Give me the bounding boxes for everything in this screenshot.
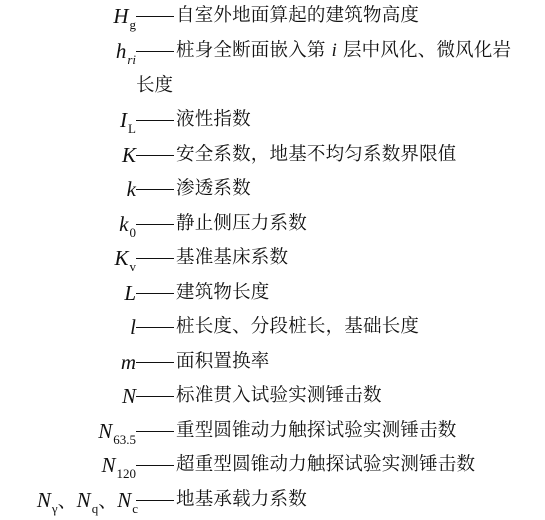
symbol-entry-kv <box>0 241 545 275</box>
definition: 渗透系数 <box>176 178 251 199</box>
em-dash <box>136 138 174 172</box>
symbol: $H_g$ <box>113 4 136 32</box>
definition: 建筑物长度 <box>176 282 270 303</box>
em-dash <box>136 241 174 275</box>
em-dash <box>136 345 174 379</box>
definition: 基准基床系数 <box>176 247 289 268</box>
definition: 重型圆锥动力触探试验实测锤击数 <box>176 420 457 441</box>
em-dash <box>136 483 174 517</box>
symbol: $I_L$ <box>120 108 136 136</box>
symbol-group: $N_\gamma$、$N_q$、$N_c$ <box>36 488 138 516</box>
symbol-entry-k0 <box>0 207 545 241</box>
definition-continuation <box>0 69 545 103</box>
em-dash <box>136 414 174 448</box>
symbol: L <box>124 281 136 305</box>
em-dash <box>136 172 174 206</box>
symbol: $N_{63.5}$ <box>98 419 136 447</box>
symbol-entry-hg <box>0 0 545 33</box>
symbol-entry-hri <box>0 34 545 68</box>
symbol-entry-il <box>0 103 545 137</box>
symbol-entry-m <box>0 345 545 379</box>
em-dash <box>136 276 174 310</box>
symbol: $k_0$ <box>119 212 136 240</box>
symbol: K <box>121 143 136 167</box>
symbol: l <box>130 315 136 339</box>
symbol: $N_{120}$ <box>101 453 136 481</box>
definition: 桩身全断面嵌入第 i 层中风化、微风化岩 <box>176 40 512 61</box>
symbol: k <box>126 177 136 201</box>
definition: 桩长度、分段桩长，基础长度 <box>176 316 420 337</box>
definition: 自室外地面算起的建筑物高度 <box>176 5 420 26</box>
symbol-entry-n <box>0 379 545 413</box>
definition: 超重型圆锥动力触探试验实测锤击数 <box>176 454 476 475</box>
symbol: N <box>121 384 136 408</box>
em-dash <box>136 34 174 68</box>
definition: 液性指数 <box>176 109 251 130</box>
definition-continuation-text: 长度 <box>136 75 174 96</box>
symbol-entry-l-upper <box>0 276 545 310</box>
symbol-entry-n120 <box>0 448 545 482</box>
symbol: m <box>120 350 136 374</box>
symbol-entry-k-upper <box>0 138 545 172</box>
symbol: $h_{ri}$ <box>115 39 136 67</box>
symbol: $K_v$ <box>114 246 136 274</box>
em-dash <box>136 379 174 413</box>
definition: 静止侧压力系数 <box>176 213 307 234</box>
symbol-entry-k-lower <box>0 172 545 206</box>
em-dash <box>136 310 174 344</box>
definition: 地基承载力系数 <box>176 489 307 510</box>
symbol-entry-l-lower <box>0 310 545 344</box>
em-dash <box>136 207 174 241</box>
definition: 面积置换率 <box>176 351 270 372</box>
em-dash <box>136 448 174 482</box>
symbol-entry-n63-5 <box>0 414 545 448</box>
definition: 安全系数，地基不均匀系数界限值 <box>176 144 457 165</box>
em-dash <box>136 0 174 33</box>
symbol-entry-bearing-factors <box>0 483 545 517</box>
em-dash <box>136 103 174 137</box>
definition: 标准贯入试验实测锤击数 <box>176 385 382 406</box>
